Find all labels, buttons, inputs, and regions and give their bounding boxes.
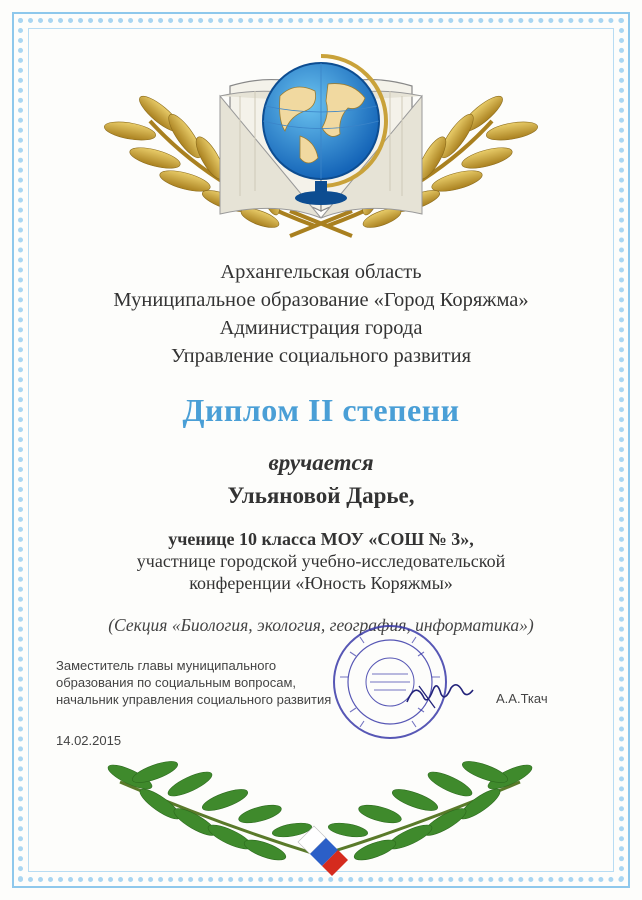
- recipient-name: Ульяновой Дарье,: [227, 483, 415, 508]
- section-text: (Секция «Биология, экология, география, информатика»): [108, 615, 534, 635]
- branch-right-icon: [325, 757, 535, 864]
- header-administration: Администрация города: [219, 317, 423, 339]
- globe-book-emblem-icon: [90, 36, 552, 256]
- signatory-title-line1: Заместитель главы муниципального: [56, 658, 277, 673]
- signatory-title-line3: начальник управления социального развития: [56, 692, 332, 707]
- signer-name: А.А.Ткач: [496, 691, 548, 706]
- signatory-title: [56, 657, 331, 708]
- issue-date: 14.02.2015: [56, 733, 122, 748]
- details-participant: участнице городской учебно-исследовательской: [136, 551, 506, 571]
- details-conference: конференции «Юность Коряжмы»: [189, 573, 453, 593]
- signatory-title-line2: образования по социальным вопросам,: [56, 675, 297, 690]
- handwritten-signature-icon: [405, 672, 475, 712]
- header-department: Управление социального развития: [170, 345, 472, 367]
- header-region: Архангельская область: [220, 261, 422, 283]
- header-municipality: Муниципальное образование «Город Коряжма»: [113, 289, 529, 311]
- issuer-header: [0, 258, 642, 370]
- details-school: ученице 10 класса МОУ «СОШ № 3»,: [168, 529, 474, 549]
- awarded-text: вручается: [268, 450, 374, 475]
- recipient-details: [0, 528, 642, 594]
- olive-branches-icon: [100, 742, 540, 877]
- diploma-title: Диплом II степени: [182, 392, 460, 428]
- branch-left-icon: [105, 757, 315, 864]
